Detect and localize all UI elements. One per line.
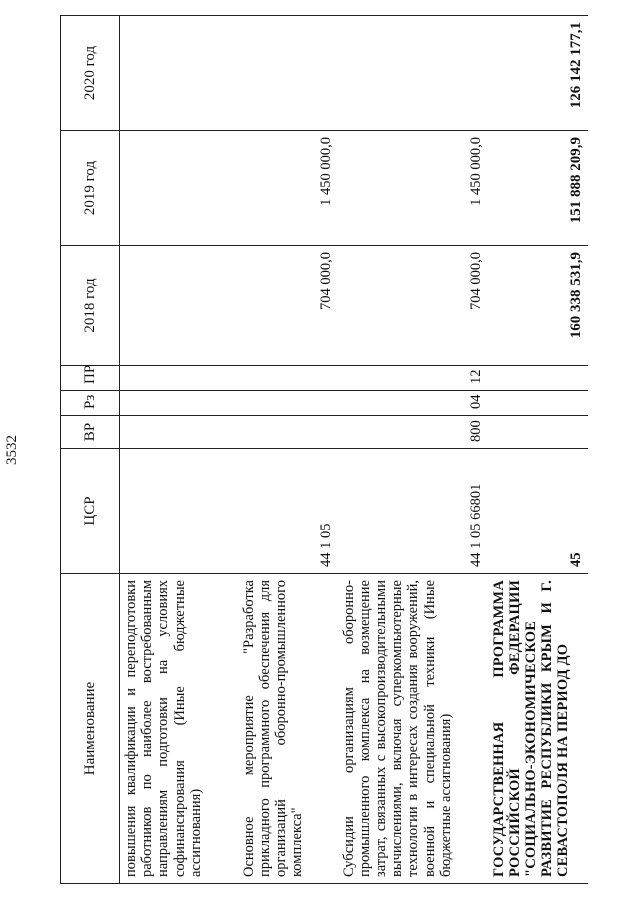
column-header-rz: Рз (61, 391, 120, 416)
row-2019: 151 888 209,9 (488, 131, 588, 246)
row-csr: 45 (488, 449, 588, 574)
row-vr (488, 416, 588, 449)
row-2019 (120, 131, 238, 246)
row-vr (120, 416, 238, 449)
row-csr (120, 449, 238, 574)
column-header-name: Наименование (61, 574, 120, 884)
table-row (238, 16, 338, 884)
row-vr: 800 (338, 416, 488, 449)
row-vr (238, 416, 338, 449)
budget-table (60, 15, 588, 884)
column-header-2019: 2019 год (61, 131, 120, 246)
row-name: повышения квалификации и переподготовки работников по наиболее востребованным направлениям подготовки на условиях софинансирования (Иные бюджетные ассигнования) (120, 574, 238, 884)
row-2020 (238, 16, 338, 131)
table-row-total (488, 16, 588, 884)
table-row (120, 16, 238, 884)
page-number: 3532 (4, 435, 20, 465)
row-pr (238, 366, 338, 391)
row-rz: 04 (338, 391, 488, 416)
row-2018: 704 000,0 (238, 246, 338, 366)
column-header-2020: 2020 год (61, 16, 120, 131)
row-rz (488, 391, 588, 416)
row-pr: 12 (338, 366, 488, 391)
column-header-pr: ПР (61, 366, 120, 391)
row-pr (488, 366, 588, 391)
row-csr: 44 1 05 66801 (338, 449, 488, 574)
row-2019: 1 450 000,0 (338, 131, 488, 246)
row-2020 (120, 16, 238, 131)
row-2018 (120, 246, 238, 366)
row-rz (120, 391, 238, 416)
row-2018: 704 000,0 (338, 246, 488, 366)
row-name: ГОСУДАРСТВЕННАЯ ПРОГРАММА РОССИЙСКОЙ ФЕДЕРАЦИИ "СОЦИАЛЬНО-ЭКОНОМИЧЕСКОЕ РАЗВИТИЕ РЕСПУБЛИКИ КРЫМ И Г. СЕВАСТОПОЛЯ НА ПЕРИОД ДО (488, 574, 588, 884)
row-2018: 160 338 531,9 (488, 246, 588, 366)
row-name: Субсидии организациям оборонно-промышленного комплекса на возмещение затрат, связанных с высокопроизводительными вычислениями, включая суперкомпьютерные технологии в интересах создания вооружений, военной и специальной техники (Иные бюджетные ассигнования) (338, 574, 488, 884)
column-header-vr: ВР (61, 416, 120, 449)
row-2020 (338, 16, 488, 131)
table-row (338, 16, 488, 884)
budget-table-sheet (60, 16, 590, 884)
row-csr: 44 1 05 (238, 449, 338, 574)
column-header-2018: 2018 год (61, 246, 120, 366)
row-name: Основное мероприятие "Разработка прикладного программного обеспечения для организаций оборонно-промышленного комплекса" (238, 574, 338, 884)
table-header-row (61, 16, 120, 884)
row-2020: 126 142 177,1 (488, 16, 588, 131)
row-2019: 1 450 000,0 (238, 131, 338, 246)
column-header-csr: ЦСР (61, 449, 120, 574)
row-rz (238, 391, 338, 416)
row-pr (120, 366, 238, 391)
